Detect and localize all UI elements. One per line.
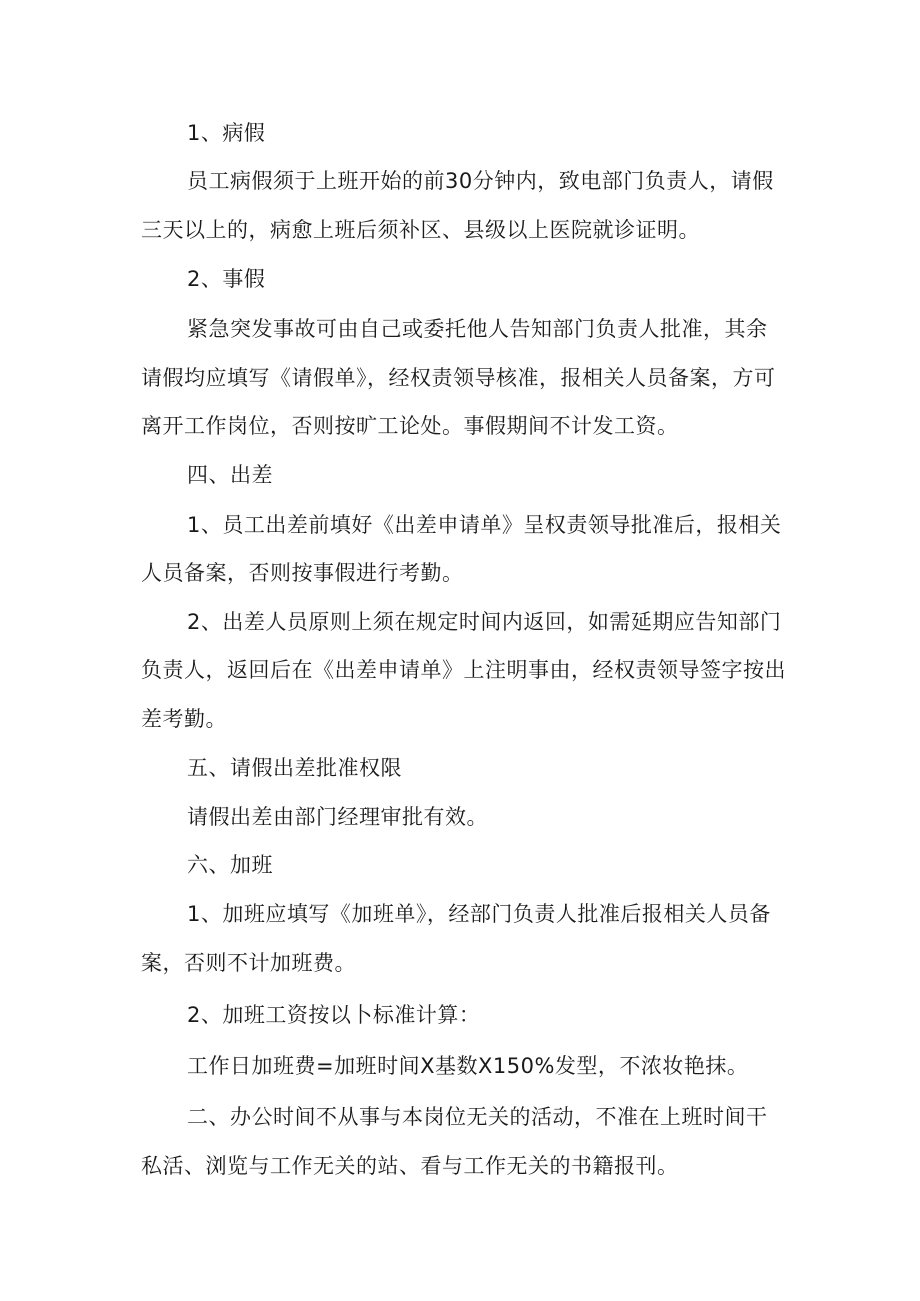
paragraph-line: 二、办公时间不从事与本岗位无关的活动，不准在上班时间干 <box>187 1105 768 1129</box>
paragraph-line: 1、病假 <box>187 121 266 145</box>
paragraph-line: 案，否则不计加班费。 <box>141 951 356 975</box>
paragraph-line: 请假出差由部门经理审批有效。 <box>187 805 488 829</box>
paragraph-line: 2、出差人员原则上须在规定时间内返回，如需延期应告知部门 <box>187 610 782 634</box>
paragraph-line: 离开工作岗位，否则按旷工论处。事假期间不计发工资。 <box>141 414 679 438</box>
paragraph-line: 四、出差 <box>187 463 273 487</box>
paragraph-line: 工作日加班费=加班时间X基数X150%发型，不浓妆艳抹。 <box>187 1054 749 1078</box>
paragraph-line: 负责人，返回后在《出差申请单》上注明事由，经权责领导签字按出 <box>141 658 786 682</box>
paragraph-line: 2、事假 <box>187 267 266 291</box>
paragraph-line: 五、请假出差批准权限 <box>187 756 402 780</box>
paragraph-line: 请假均应填写《请假单》，经权责领导核准，报相关人员备案，方可 <box>141 366 776 390</box>
paragraph-line: 六、加班 <box>187 853 273 877</box>
paragraph-line: 差考勤。 <box>141 707 227 731</box>
paragraph-line: 三天以上的，病愈上班后须补区、县级以上医院就诊证明。 <box>141 218 700 242</box>
paragraph-line: 人员备案，否则按事假进行考勤。 <box>141 561 464 585</box>
paragraph-line: 员工病假须于上班开始的前30分钟内，致电部门负责人，请假 <box>187 169 774 193</box>
paragraph-line: 紧急突发事故可由自己或委托他人告知部门负责人批准，其余 <box>187 317 768 341</box>
paragraph-line: 2、加班工资按以卜标准计算： <box>187 1003 481 1027</box>
paragraph-line: 私活、浏览与工作无关的站、看与工作无关的书籍报刊。 <box>141 1154 679 1178</box>
paragraph-line: 1、加班应填写《加班单》，经部门负责人批准后报相关人员备 <box>187 902 771 926</box>
paragraph-line: 1、员工出差前填好《出差申请单》呈权责领导批准后，报相关 <box>187 513 782 537</box>
